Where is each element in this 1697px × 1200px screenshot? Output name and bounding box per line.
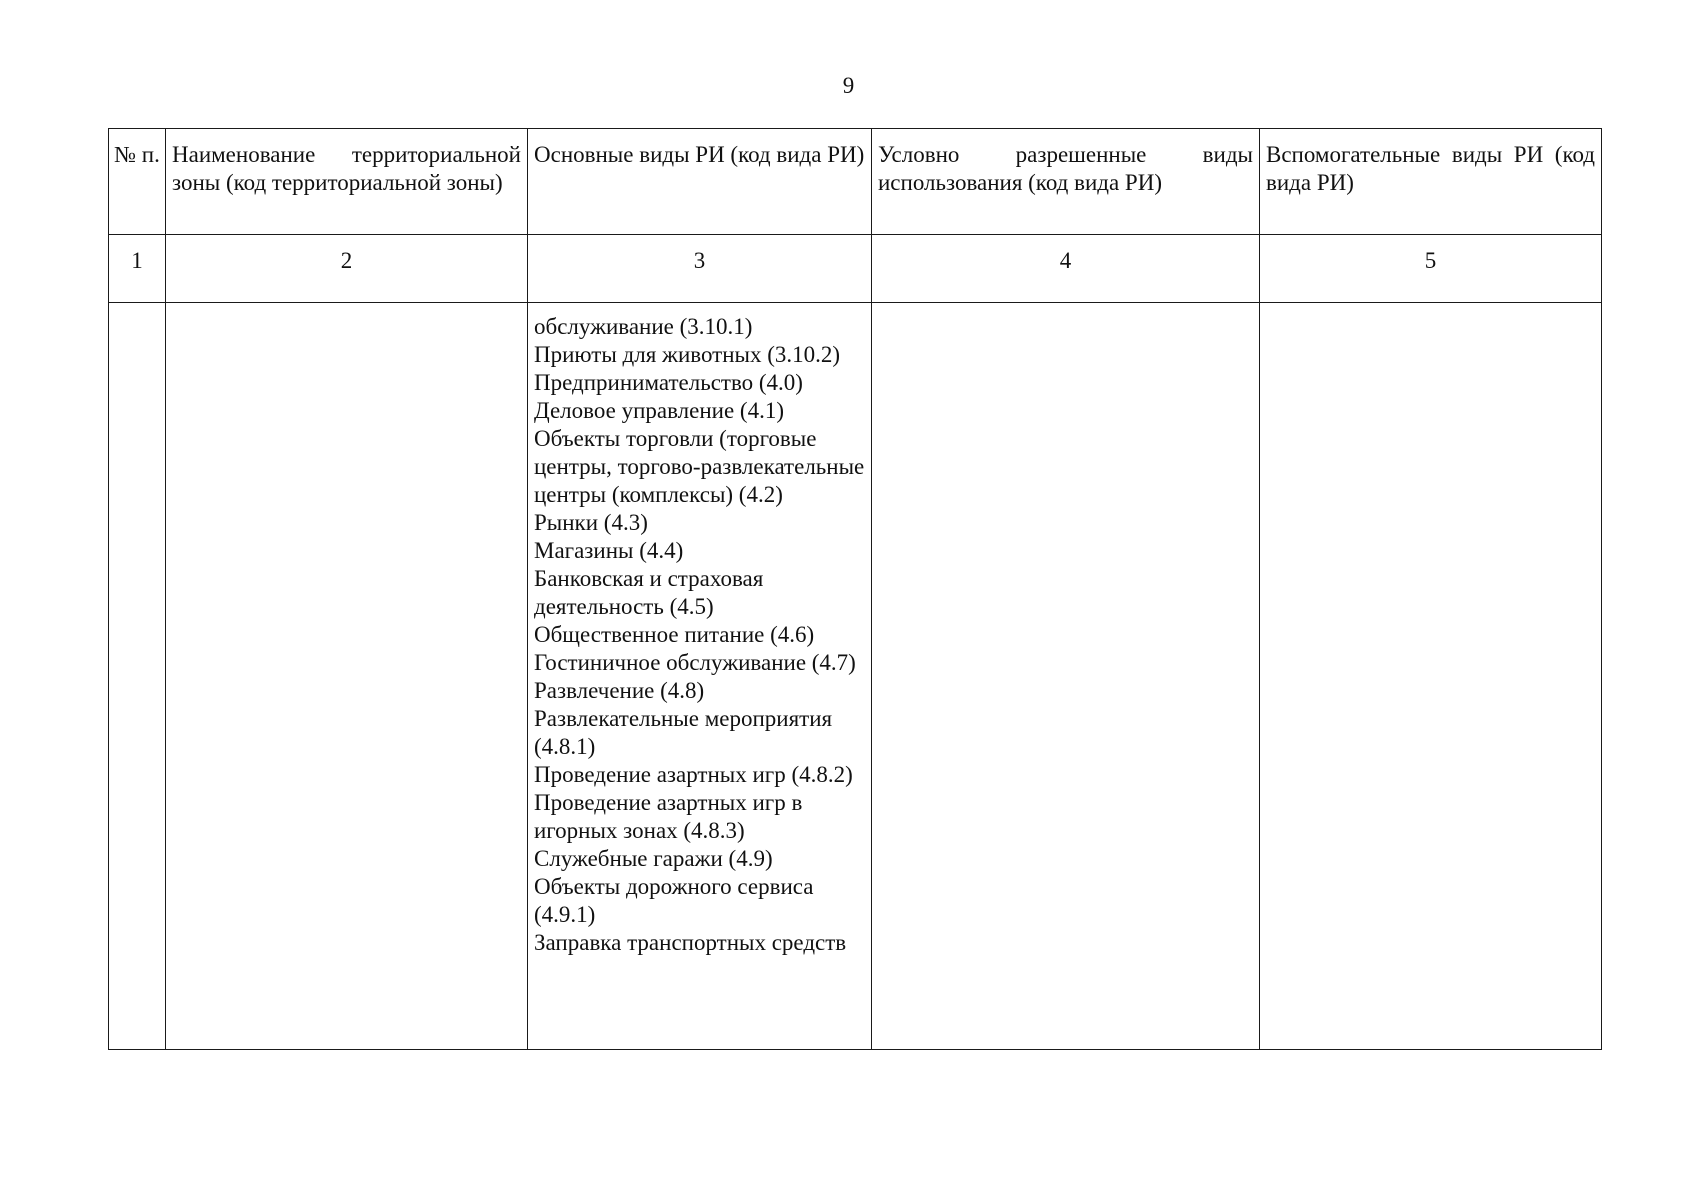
column-number: 3: [528, 235, 872, 303]
row-number-cell: [109, 303, 166, 1050]
list-item: Проведение азартных игр (4.8.2): [534, 762, 853, 787]
list-item: Рынки (4.3): [534, 510, 648, 535]
column-number: 1: [109, 235, 166, 303]
list-item: Проведение азартных игр в игорных зонах (4.8.3): [534, 790, 803, 843]
page-number: 9: [842, 73, 855, 98]
header-zone-name-text: Наименование территориальной зоны (код территориальной зоны): [172, 142, 521, 195]
list-item: Гостиничное обслуживание (4.7): [534, 650, 856, 675]
header-main-uses-text: Основные виды РИ (код вида РИ): [534, 142, 865, 167]
list-item: обслуживание (3.10.1): [534, 314, 753, 339]
list-item: Заправка транспортных средств: [534, 930, 847, 955]
header-number: № п.: [109, 129, 166, 235]
header-auxiliary-uses: [1260, 129, 1602, 235]
list-item: Объекты дорожного сервиса (4.9.1): [534, 874, 814, 927]
list-item: Общественное питание (4.6): [534, 622, 815, 647]
column-number-row: [109, 235, 1602, 303]
auxiliary-uses-cell: [1260, 303, 1602, 1050]
header-conditional-uses-text: Условно разрешенные виды использования (код вида РИ): [878, 142, 1253, 195]
column-number: 5: [1260, 235, 1602, 303]
zone-name-cell: [166, 303, 528, 1050]
table-header-row: [109, 129, 1602, 235]
column-number: 2: [166, 235, 528, 303]
table-row: [109, 303, 1602, 1050]
header-zone-name: [166, 129, 528, 235]
header-auxiliary-uses-text: Вспомогательные виды РИ (код вида РИ): [1266, 142, 1595, 195]
list-item: Магазины (4.4): [534, 538, 684, 563]
main-uses-cell: [528, 303, 872, 1050]
list-item: Банковская и страховая деятельность (4.5): [534, 566, 764, 619]
header-conditional-uses: [872, 129, 1260, 235]
list-item: Деловое управление (4.1): [534, 398, 785, 423]
list-item: Предпринимательство (4.0): [534, 370, 803, 395]
list-item: Объекты торговли (торговые центры, торгово-развлекательные центры (комплексы) (4.2): [534, 426, 865, 507]
main-uses-list: [534, 313, 865, 957]
list-item: Развлекательные мероприятия (4.8.1): [534, 706, 833, 759]
zoning-table: [108, 128, 1602, 1050]
list-item: Служебные гаражи (4.9): [534, 846, 773, 871]
list-item: Приюты для животных (3.10.2): [534, 342, 841, 367]
column-number: 4: [872, 235, 1260, 303]
list-item: Развлечение (4.8): [534, 678, 705, 703]
conditional-uses-cell: [872, 303, 1260, 1050]
header-main-uses: [528, 129, 872, 235]
